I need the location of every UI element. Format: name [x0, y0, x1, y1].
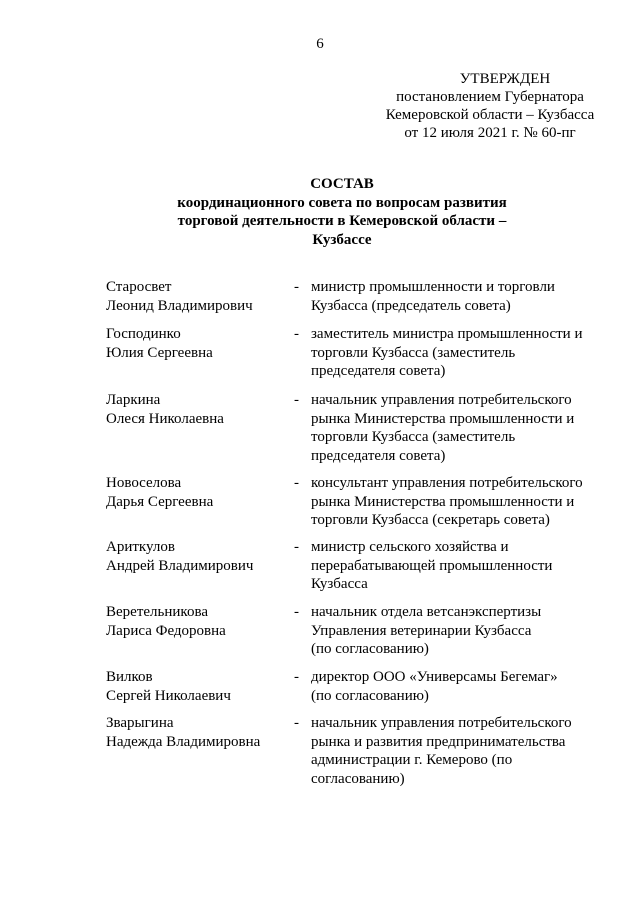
member-given-name: Андрей Владимирович — [106, 557, 254, 574]
title-line-1: координационного совета по вопросам развития — [177, 194, 507, 211]
member-role-line: торговли Кузбасса (заместитель — [311, 344, 516, 361]
member-surname: Ларкина — [106, 392, 161, 408]
member-surname: Зварыгина — [106, 715, 174, 731]
approval-line-2: Кемеровской области – Кузбасса — [385, 107, 595, 123]
member-role-line: начальник отдела ветсанэкспертизы — [311, 604, 542, 620]
member-role-line: председателя совета) — [311, 447, 446, 464]
member-dash: - — [294, 475, 299, 491]
approval-line-3: от 12 июля 2021 г. № 60-пг — [404, 125, 576, 141]
member-role-line: согласованию) — [311, 770, 405, 787]
member-dash: - — [294, 604, 299, 620]
member-surname: Ариткулов — [106, 539, 175, 555]
member-name — [106, 668, 286, 705]
approval-stamp — [360, 70, 620, 142]
title-heading: СОСТАВ — [310, 176, 374, 192]
member-role-line: министр промышленности и торговли — [311, 279, 555, 295]
member-surname: Вилков — [106, 669, 153, 685]
member-role — [311, 391, 611, 465]
member-role-line: рынка Министерства промышленности и — [311, 410, 575, 427]
member-dash: - — [294, 326, 299, 342]
member-given-name: Дарья Сергеевна — [106, 493, 214, 510]
member-dash: - — [294, 392, 299, 408]
member-name — [106, 391, 286, 428]
member-dash: - — [294, 539, 299, 555]
member-role — [311, 474, 611, 530]
member-name — [106, 603, 286, 640]
member-given-name: Лариса Федоровна — [106, 622, 226, 639]
page-number: 6 — [316, 36, 324, 52]
member-role — [311, 668, 611, 705]
member-name — [106, 278, 286, 315]
member-dash: - — [294, 669, 299, 685]
member-role-line: (по согласованию) — [311, 687, 429, 704]
member-role-line: Кузбасса — [311, 576, 368, 592]
title-line-3: Кузбассе — [312, 231, 372, 248]
title-line-2: торговой деятельности в Кемеровской области – — [177, 213, 507, 229]
member-role-line: Управления ветеринарии Кузбасса — [311, 622, 532, 639]
member-role-line: рынка и развития предпринимательства — [311, 733, 566, 750]
member-role-line: перерабатывающей промышленности — [311, 557, 553, 574]
member-role-line: администрации г. Кемерово (по — [311, 752, 513, 768]
member-surname: Веретельникова — [106, 604, 208, 620]
member-role-line: торговли Кузбасса (заместитель — [311, 429, 516, 445]
member-role — [311, 278, 611, 315]
member-role-line: председателя совета) — [311, 363, 446, 379]
member-given-name: Надежда Владимировна — [106, 733, 261, 750]
approved-label: УТВЕРЖДЕН — [459, 71, 551, 87]
document-title — [100, 175, 584, 249]
member-role — [311, 603, 611, 659]
member-role — [311, 538, 611, 594]
member-role-line: начальник управления потребительского — [311, 392, 572, 408]
member-role-line: Кузбасса (председатель совета) — [311, 297, 511, 314]
member-name — [106, 714, 286, 751]
member-name — [106, 538, 286, 575]
member-surname: Старосвет — [106, 279, 172, 295]
member-given-name: Юлия Сергеевна — [106, 344, 213, 361]
member-role-line: рынка Министерства промышленности и — [311, 493, 575, 510]
member-surname: Новоселова — [106, 475, 182, 491]
member-role-line: заместитель министра промышленности и — [311, 326, 583, 342]
member-given-name: Леонид Владимирович — [106, 297, 253, 314]
member-surname: Господинко — [106, 326, 181, 342]
member-role-line: начальник управления потребительского — [311, 715, 572, 731]
member-role-line: консультант управления потребительского — [311, 475, 583, 491]
member-role — [311, 714, 611, 788]
member-role-line: (по согласованию) — [311, 641, 429, 657]
member-given-name: Сергей Николаевич — [106, 687, 231, 704]
member-role — [311, 325, 611, 381]
member-dash: - — [294, 715, 299, 731]
member-dash: - — [294, 279, 299, 295]
member-name — [106, 325, 286, 362]
member-given-name: Олеся Николаевна — [106, 410, 224, 427]
member-name — [106, 474, 286, 511]
member-role-line: директор ООО «Универсамы Бегемаг» — [311, 669, 558, 685]
member-role-line: торговли Кузбасса (секретарь совета) — [311, 512, 550, 528]
member-role-line: министр сельского хозяйства и — [311, 539, 509, 555]
approval-line-1: постановлением Губернатора — [396, 89, 584, 105]
